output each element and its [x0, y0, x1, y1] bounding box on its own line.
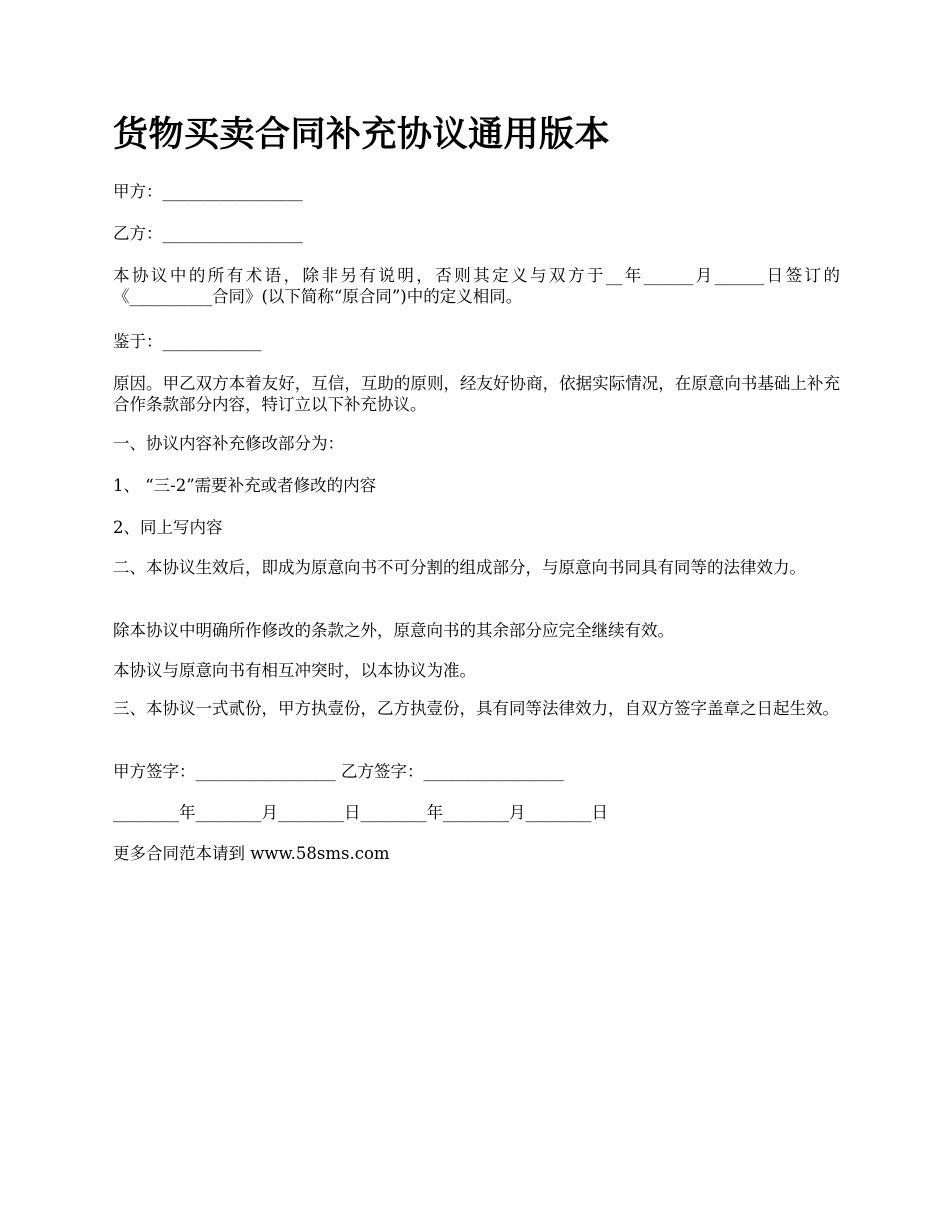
party-a-line: 甲方：_________________ — [113, 182, 303, 201]
except-clause: 除本协议中明确所作修改的条款之外，原意向书的其余部分应完全继续有效。 — [113, 621, 674, 640]
document-title: 货物买卖合同补充协议通用版本 — [113, 115, 611, 155]
section-three-paragraph: 三、本协议一式贰份，甲方执壹份，乙方执壹份，具有同等法律效力，自双方签字盖章之日起生效。 — [113, 699, 839, 718]
footer-link-text: 更多合同范本请到 www.58sms.com — [113, 844, 390, 863]
item-1: 1、 “三-2”需要补充或者修改的内容 — [113, 476, 377, 495]
item-2: 2、同上写内容 — [113, 518, 223, 537]
date-line: ________年________月________日________年________月________日 — [113, 803, 608, 822]
definitions-paragraph: 本协议中的所有术语，除非另有说明，否则其定义与双方于__年______月______日签订的《__________合同》(以下简称“原合同”)中的定义相同。 — [113, 266, 840, 306]
signature-line: 甲方签字：_________________ 乙方签字：_________________ — [113, 762, 564, 781]
whereas-line: 鉴于：____________ — [113, 332, 262, 351]
reason-paragraph: 原因。甲乙双方本着友好，互信，互助的原则，经友好协商，依据实际情况，在原意向书基础上补充合作条款部分内容，特订立以下补充协议。 — [113, 374, 840, 414]
section-two-paragraph: 二、本协议生效后，即成为原意向书不可分割的组成部分，与原意向书同具有同等的法律效力。 — [113, 558, 806, 577]
section-one-heading: 一、协议内容补充修改部分为： — [113, 434, 344, 453]
party-b-line: 乙方：_________________ — [113, 224, 303, 243]
conflict-clause: 本协议与原意向书有相互冲突时，以本协议为准。 — [113, 661, 476, 680]
